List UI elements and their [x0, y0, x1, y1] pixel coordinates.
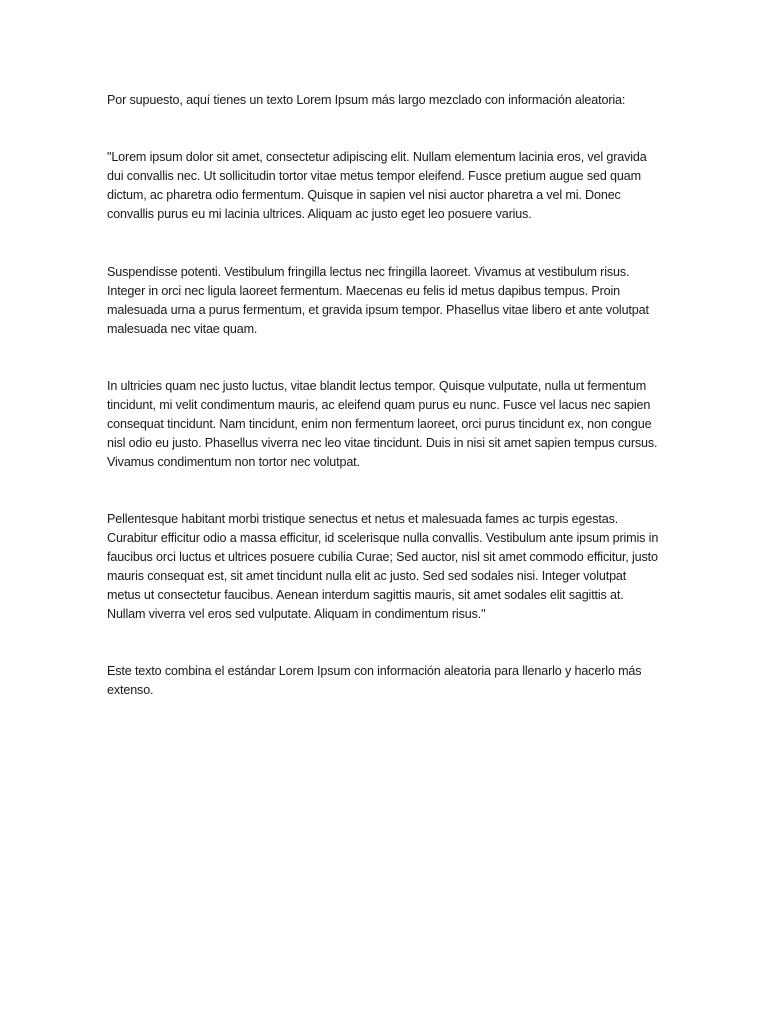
body-paragraph-2: Suspendisse potenti. Vestibulum fringilla lectus nec fringilla laoreet. Vivamus at vestibulum risus. Integer in orci nec ligula laoreet fermentum. Maecenas eu felis id metus dapibus tempus. Proin malesuada urna a purus fermentum, et gravida ipsum tempor. Phasellus vitae libero et ante volutpat malesuada nec vitae quam. [107, 265, 649, 336]
intro-paragraph: Por supuesto, aquí tienes un texto Lorem Ipsum más largo mezclado con información aleatoria: [107, 93, 626, 107]
body-paragraph-3: In ultricies quam nec justo luctus, vitae blandit lectus tempor. Quisque vulputate, nulla ut fermentum tincidunt, mi velit condimentum mauris, ac eleifend quam purus eu nunc. Fusce vel lacus nec sapien consequat tincidunt. Nam tincidunt, enim non fermentum laoreet, orci purus tincidunt ex, non congue nisl odio eu justo. Phasellus viverra nec leo vitae tincidunt. Duis in nisi sit amet sapien tempus cursus. Vivamus condimentum non tortor nec volutpat. [107, 379, 658, 469]
body-paragraph-4: Pellentesque habitant morbi tristique senectus et netus et malesuada fames ac turpis egestas. Curabitur efficitur odio a massa efficitur, id scelerisque nulla convallis. Vestibulum ante ipsum primis in faucibus orci luctus et ultrices posuere cubilia Curae; Sed auctor, nisl sit amet commodo efficitur, justo mauris consequat est, sit amet tincidunt nulla elit ac justo. Sed sed sodales nisi. Integer volutpat metus ut consectetur faucibus. Aenean interdum sagittis mauris, sit amet sodales elit sagittis at. Nullam viverra vel eros sed vulputate. Aliquam in condimentum risus." [107, 512, 659, 621]
body-paragraph-1: "Lorem ipsum dolor sit amet, consectetur adipiscing elit. Nullam elementum lacinia eros, vel gravida dui convallis nec. Ut sollicitudin tortor vitae metus tempor eleifend. Fusce pretium augue sed quam dictum, ac pharetra odio fermentum. Quisque in sapien vel nisi auctor pharetra a vel mi. Donec convallis purus eu mi lacinia ultrices. Aliquam ac justo eget leo posuere varius. [107, 150, 647, 221]
closing-paragraph: Este texto combina el estándar Lorem Ipsum con información aleatoria para llenarlo y hacerlo más extenso. [107, 664, 642, 697]
